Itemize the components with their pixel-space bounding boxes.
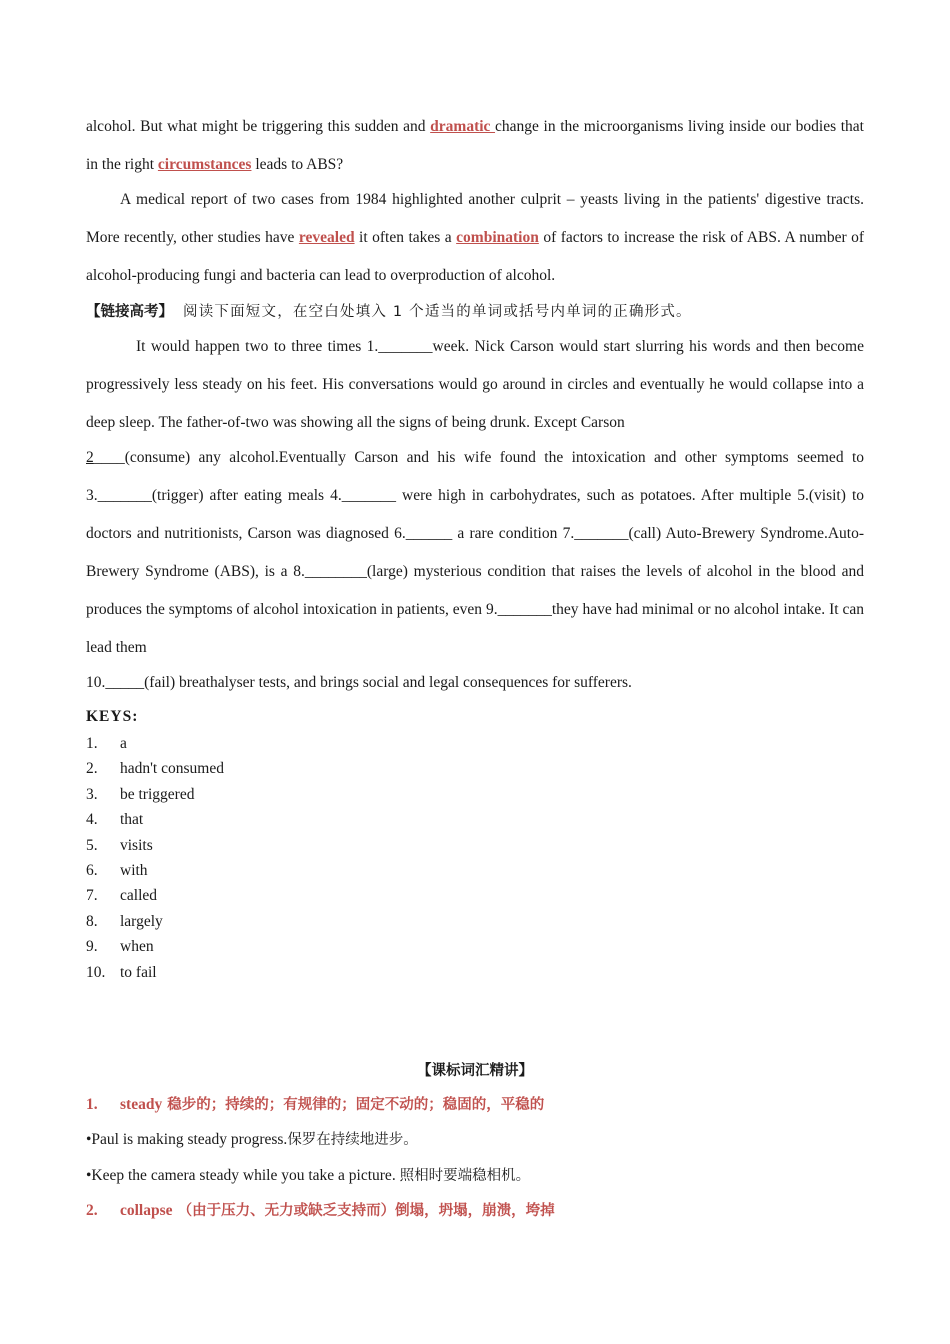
key-answer: called (120, 887, 158, 905)
exercise-instruction: 阅读下面短文，在空白处填入 1 个适当的单词或括号内单词的正确形式。 (183, 304, 692, 320)
exercise-header (86, 300, 864, 324)
vocab-number: 2. (86, 1202, 98, 1219)
highlight-word-revealed: revealed (298, 229, 355, 246)
vocab-word: steady (120, 1096, 163, 1113)
key-item (86, 731, 864, 756)
key-item (86, 833, 864, 858)
vocab-definition: 稳步的；持续的；有规律的；固定不动的；稳固的，平稳的 (162, 1097, 545, 1113)
vocab-entry-steady (86, 1093, 864, 1114)
key-item (86, 934, 864, 959)
exercise-paragraph-1: It would happen two to three times 1._______week. Nick Carson would start slurring his words and then become progressively less steady on his feet. His conversations would go around in circles and eventually he would collapse into a deep sleep. The father-of-two was showing all the signs of being drunk. Except Carson (86, 338, 864, 431)
passage-paragraph-2 (86, 181, 864, 295)
key-number: 6. (86, 861, 98, 879)
key-answer: be triggered (120, 785, 195, 803)
key-answer: largely (120, 912, 163, 930)
key-number: 9. (86, 938, 98, 956)
exercise-paragraph-3: 10._____(fail) breathalyser tests, and brings social and legal consequences for sufferers. (86, 674, 632, 691)
key-answer: when (120, 938, 154, 956)
section-title: 【课标词汇精讲】 (417, 1063, 533, 1079)
key-number: 8. (86, 912, 98, 930)
vocab-definition: （由于压力、无力或缺乏支持而）倒塌，坍塌，崩溃，垮掉 (172, 1203, 555, 1219)
example-chinese: 照相时要端稳相机。 (399, 1168, 531, 1184)
key-answer: visits (120, 836, 153, 854)
key-answer: with (120, 861, 148, 879)
key-item (86, 960, 864, 985)
vocab-number: 1. (86, 1096, 98, 1113)
key-number: 7. (86, 887, 98, 905)
highlight-word-combination: combination (456, 229, 539, 246)
passage-paragraph-1 (86, 108, 864, 184)
vocab-entry-collapse (86, 1199, 864, 1220)
key-number: 4. (86, 811, 98, 829)
exercise-paragraph-2 (86, 439, 864, 667)
highlight-word-circumstances: circumstances (157, 156, 252, 173)
key-item (86, 756, 864, 781)
keys-title: KEYS: (86, 708, 139, 725)
key-item (86, 909, 864, 934)
highlight-word-dramatic: dramatic (430, 118, 496, 135)
text-span: of factors to increase the risk of ABS. A number of alcohol-producing fungi and bacteria can lead to overproduction of alcohol. (86, 229, 864, 284)
key-item (86, 807, 864, 832)
key-answer: to fail (120, 963, 157, 981)
text-span: it often takes a (354, 229, 457, 246)
example-sentence-1 (86, 1128, 864, 1149)
key-answer: hadn't consumed (120, 760, 224, 778)
keys-list (86, 731, 864, 985)
example-chinese: 保罗在持续地进步。 (287, 1132, 418, 1148)
key-item (86, 883, 864, 908)
key-number: 1. (86, 735, 98, 752)
key-answer: that (120, 811, 144, 829)
text-span: A medical report of two cases from 1984 highlighted another culprit – yeasts living in the patients' digestive tracts. More recently, other studies have (86, 191, 864, 246)
key-number: 5. (86, 836, 98, 854)
example-english: •Paul is making steady progress. (86, 1131, 288, 1148)
text-span: alcohol. But what might be triggering this sudden and (86, 118, 431, 135)
exercise-label: 【链接高考】 (86, 304, 173, 320)
example-english: •Keep the camera steady while you take a picture. (86, 1167, 400, 1184)
text-span: leads to ABS? (251, 156, 344, 173)
key-answer: a (120, 735, 127, 752)
blank-number-2: 2 (86, 449, 94, 466)
text-span: ____(consume) any alcohol.Eventually Carson and his wife found the intoxication and other symptoms seemed to 3._______(trigger) after eating meals 4._______ were high in carbohydrates, such as potatoes. After multiple 5.(visit) to doctors and nutritionists, Carson was diagnosed 6.______ a rare condition 7._______(call) Auto-Brewery Syndrome.Auto-Brewery Syndrome (ABS), is a 8.________(large) mysterious condition that raises the levels of alcohol in the blood and produces the symptoms of alcohol intoxication in patients, even 9._______they have had minimal or no alcohol intake. It can lead them (86, 449, 864, 656)
example-sentence-2 (86, 1164, 864, 1185)
vocab-word: collapse (120, 1202, 173, 1219)
text-span: change in the microorganisms living inside our bodies that in the right (86, 118, 864, 173)
key-number: 2. (86, 760, 98, 778)
key-item (86, 782, 864, 807)
key-number: 10. (86, 963, 106, 981)
key-item (86, 858, 864, 883)
key-number: 3. (86, 785, 98, 803)
